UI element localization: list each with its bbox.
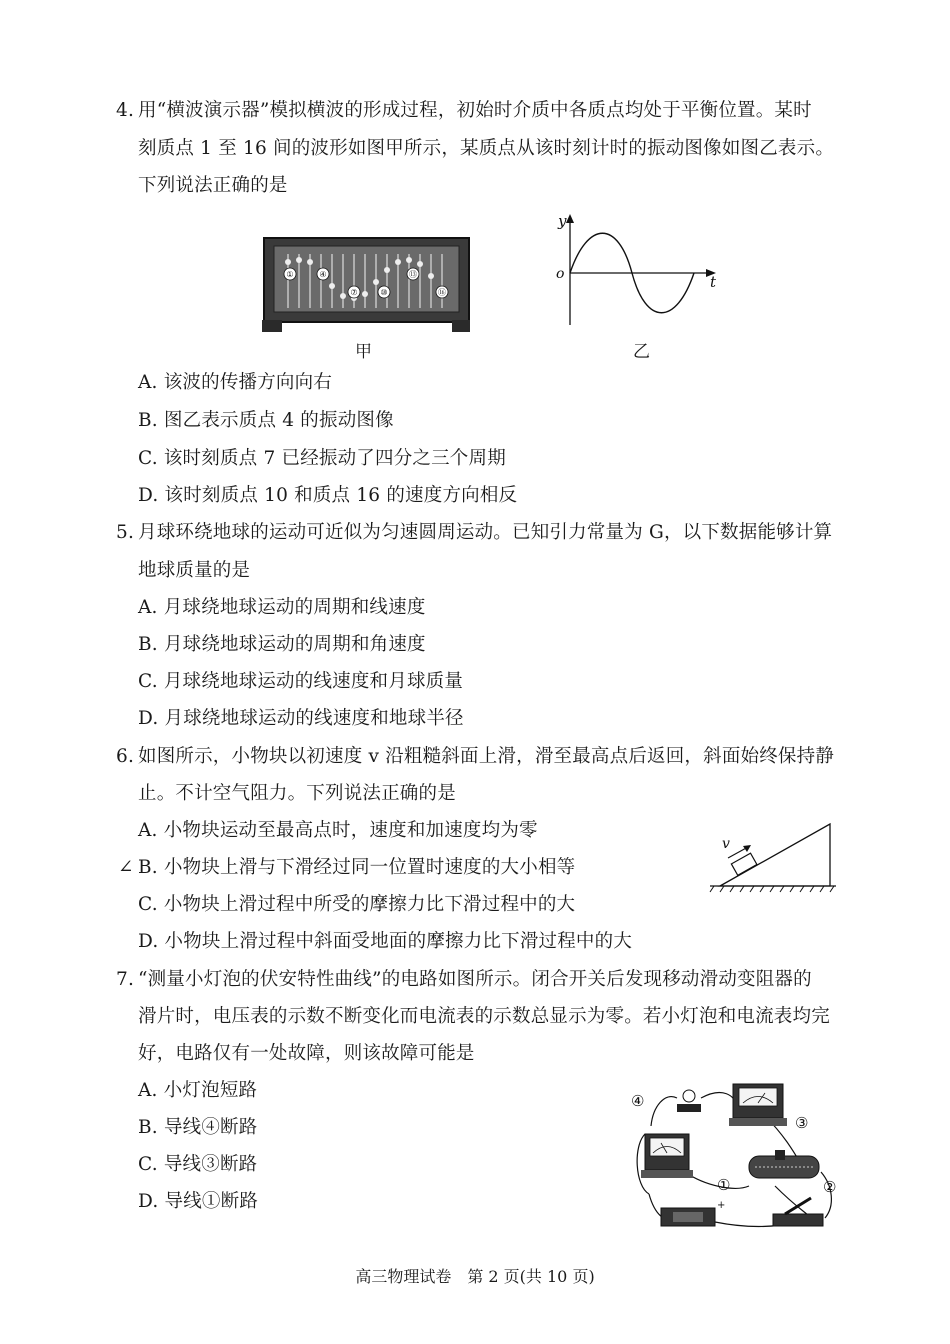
q5-option-a: A. 月球绕地球运动的周期和线速度 xyxy=(138,597,426,618)
q6-option-a: A. 小物块运动至最高点时，速度和加速度均为零 xyxy=(138,820,538,841)
switch-component xyxy=(773,1198,823,1226)
wire-label-2: ② xyxy=(823,1178,837,1196)
wire-label-4: ④ xyxy=(631,1092,645,1110)
q5-line-1: 5. 月球环绕地球的运动可近似为匀速圆周运动。已知引力常量为 G，以下数据能够计算 xyxy=(116,520,832,546)
q5-option-b: B. 月球绕地球运动的周期和角速度 xyxy=(138,634,426,655)
figure-b-caption: 乙 xyxy=(633,342,650,362)
q7-option-d: D. 导线①断路 xyxy=(138,1191,259,1212)
q4-option-a: A. 该波的传播方向向右 xyxy=(138,372,333,393)
bulb-component xyxy=(677,1090,701,1112)
q5-option-d: D. 月球绕地球运动的线速度和地球半径 xyxy=(138,708,464,729)
battery-component xyxy=(661,1208,715,1226)
point-label-7: ⑦ xyxy=(350,288,358,297)
q7-option-a: A. 小灯泡短路 xyxy=(138,1080,258,1101)
q6-option-b-row xyxy=(118,855,575,881)
q5-number: 5. xyxy=(116,522,135,543)
q6-option-b: B. 小物块上滑与下滑经过同一位置时速度的大小相等 xyxy=(138,857,576,878)
q7-option-c: C. 导线③断路 xyxy=(138,1154,258,1175)
rheostat-component xyxy=(749,1150,819,1178)
origin-label: o xyxy=(556,266,565,282)
q4-line-2: 刻质点 1 至 16 间的波形如图甲所示，某质点从该时刻计时的振动图像如图乙表示。 xyxy=(138,138,835,159)
page-footer: 高三物理试卷 第 2 页(共 10 页) xyxy=(355,1267,595,1286)
y-axis-label: y xyxy=(558,212,567,230)
voltmeter-component xyxy=(729,1084,787,1126)
q7-option-b: B. 导线④断路 xyxy=(138,1117,258,1138)
battery-plus-label: + xyxy=(717,1200,726,1211)
q4-number: 4. xyxy=(116,100,135,121)
point-label-13: ⑬ xyxy=(409,270,417,279)
q7-line-2: 滑片时，电压表的示数不断变化而电流表的示数总显示为零。若小灯泡和电流表均完 xyxy=(138,1006,830,1027)
q6-line-1: 6. 如图所示，小物块以初速度 v 沿粗糙斜面上滑，滑至最高点后返回，斜面始终保持静 xyxy=(116,744,834,770)
figure-a-caption: 甲 xyxy=(355,342,372,362)
q7-number: 7. xyxy=(116,969,135,990)
point-label-10: ⑩ xyxy=(380,288,388,297)
point-label-16: ⑯ xyxy=(438,288,446,297)
circuit-figure xyxy=(625,1076,847,1232)
q5-option-c: C. 月球绕地球运动的线速度和月球质量 xyxy=(138,671,464,692)
q4-option-b: B. 图乙表示质点 4 的振动图像 xyxy=(138,410,394,431)
handwritten-mark: ∠ xyxy=(118,857,134,878)
q7-line-1: 7. “测量小灯泡的伏安特性曲线”的电路如图所示。闭合开关后发现移动滑动变阻器的 xyxy=(116,967,812,993)
q6-number: 6. xyxy=(116,746,135,767)
wire-label-3: ③ xyxy=(795,1114,809,1132)
q4-line-3: 下列说法正确的是 xyxy=(138,175,288,196)
wire-label-1: ① xyxy=(717,1176,731,1194)
incline-figure xyxy=(706,818,841,898)
q5-line-2: 地球质量的是 xyxy=(138,560,251,581)
point-label-1: ① xyxy=(286,270,294,279)
q4-option-c: C. 该时刻质点 7 已经振动了四分之三个周期 xyxy=(138,448,506,469)
q4-line-1: 4. 用“横波演示器”模拟横波的形成过程，初始时介质中各质点均处于平衡位置。某时 xyxy=(116,98,812,124)
q6-line-2: 止。不计空气阻力。下列说法正确的是 xyxy=(138,783,456,804)
vibration-graph-figure xyxy=(550,210,730,330)
point-label-4: ④ xyxy=(319,270,327,279)
t-axis-label: t xyxy=(710,273,717,291)
velocity-label: v xyxy=(722,836,730,852)
q6-option-d: D. 小物块上滑过程中斜面受地面的摩擦力比下滑过程中的大 xyxy=(138,931,633,952)
wave-demonstrator-figure xyxy=(262,236,472,336)
ammeter-component xyxy=(641,1134,693,1178)
q7-line-3: 好，电路仅有一处故障，则该故障可能是 xyxy=(138,1043,475,1064)
q6-option-c: C. 小物块上滑过程中所受的摩擦力比下滑过程中的大 xyxy=(138,894,576,915)
q4-option-d: D. 该时刻质点 10 和质点 16 的速度方向相反 xyxy=(138,485,518,506)
